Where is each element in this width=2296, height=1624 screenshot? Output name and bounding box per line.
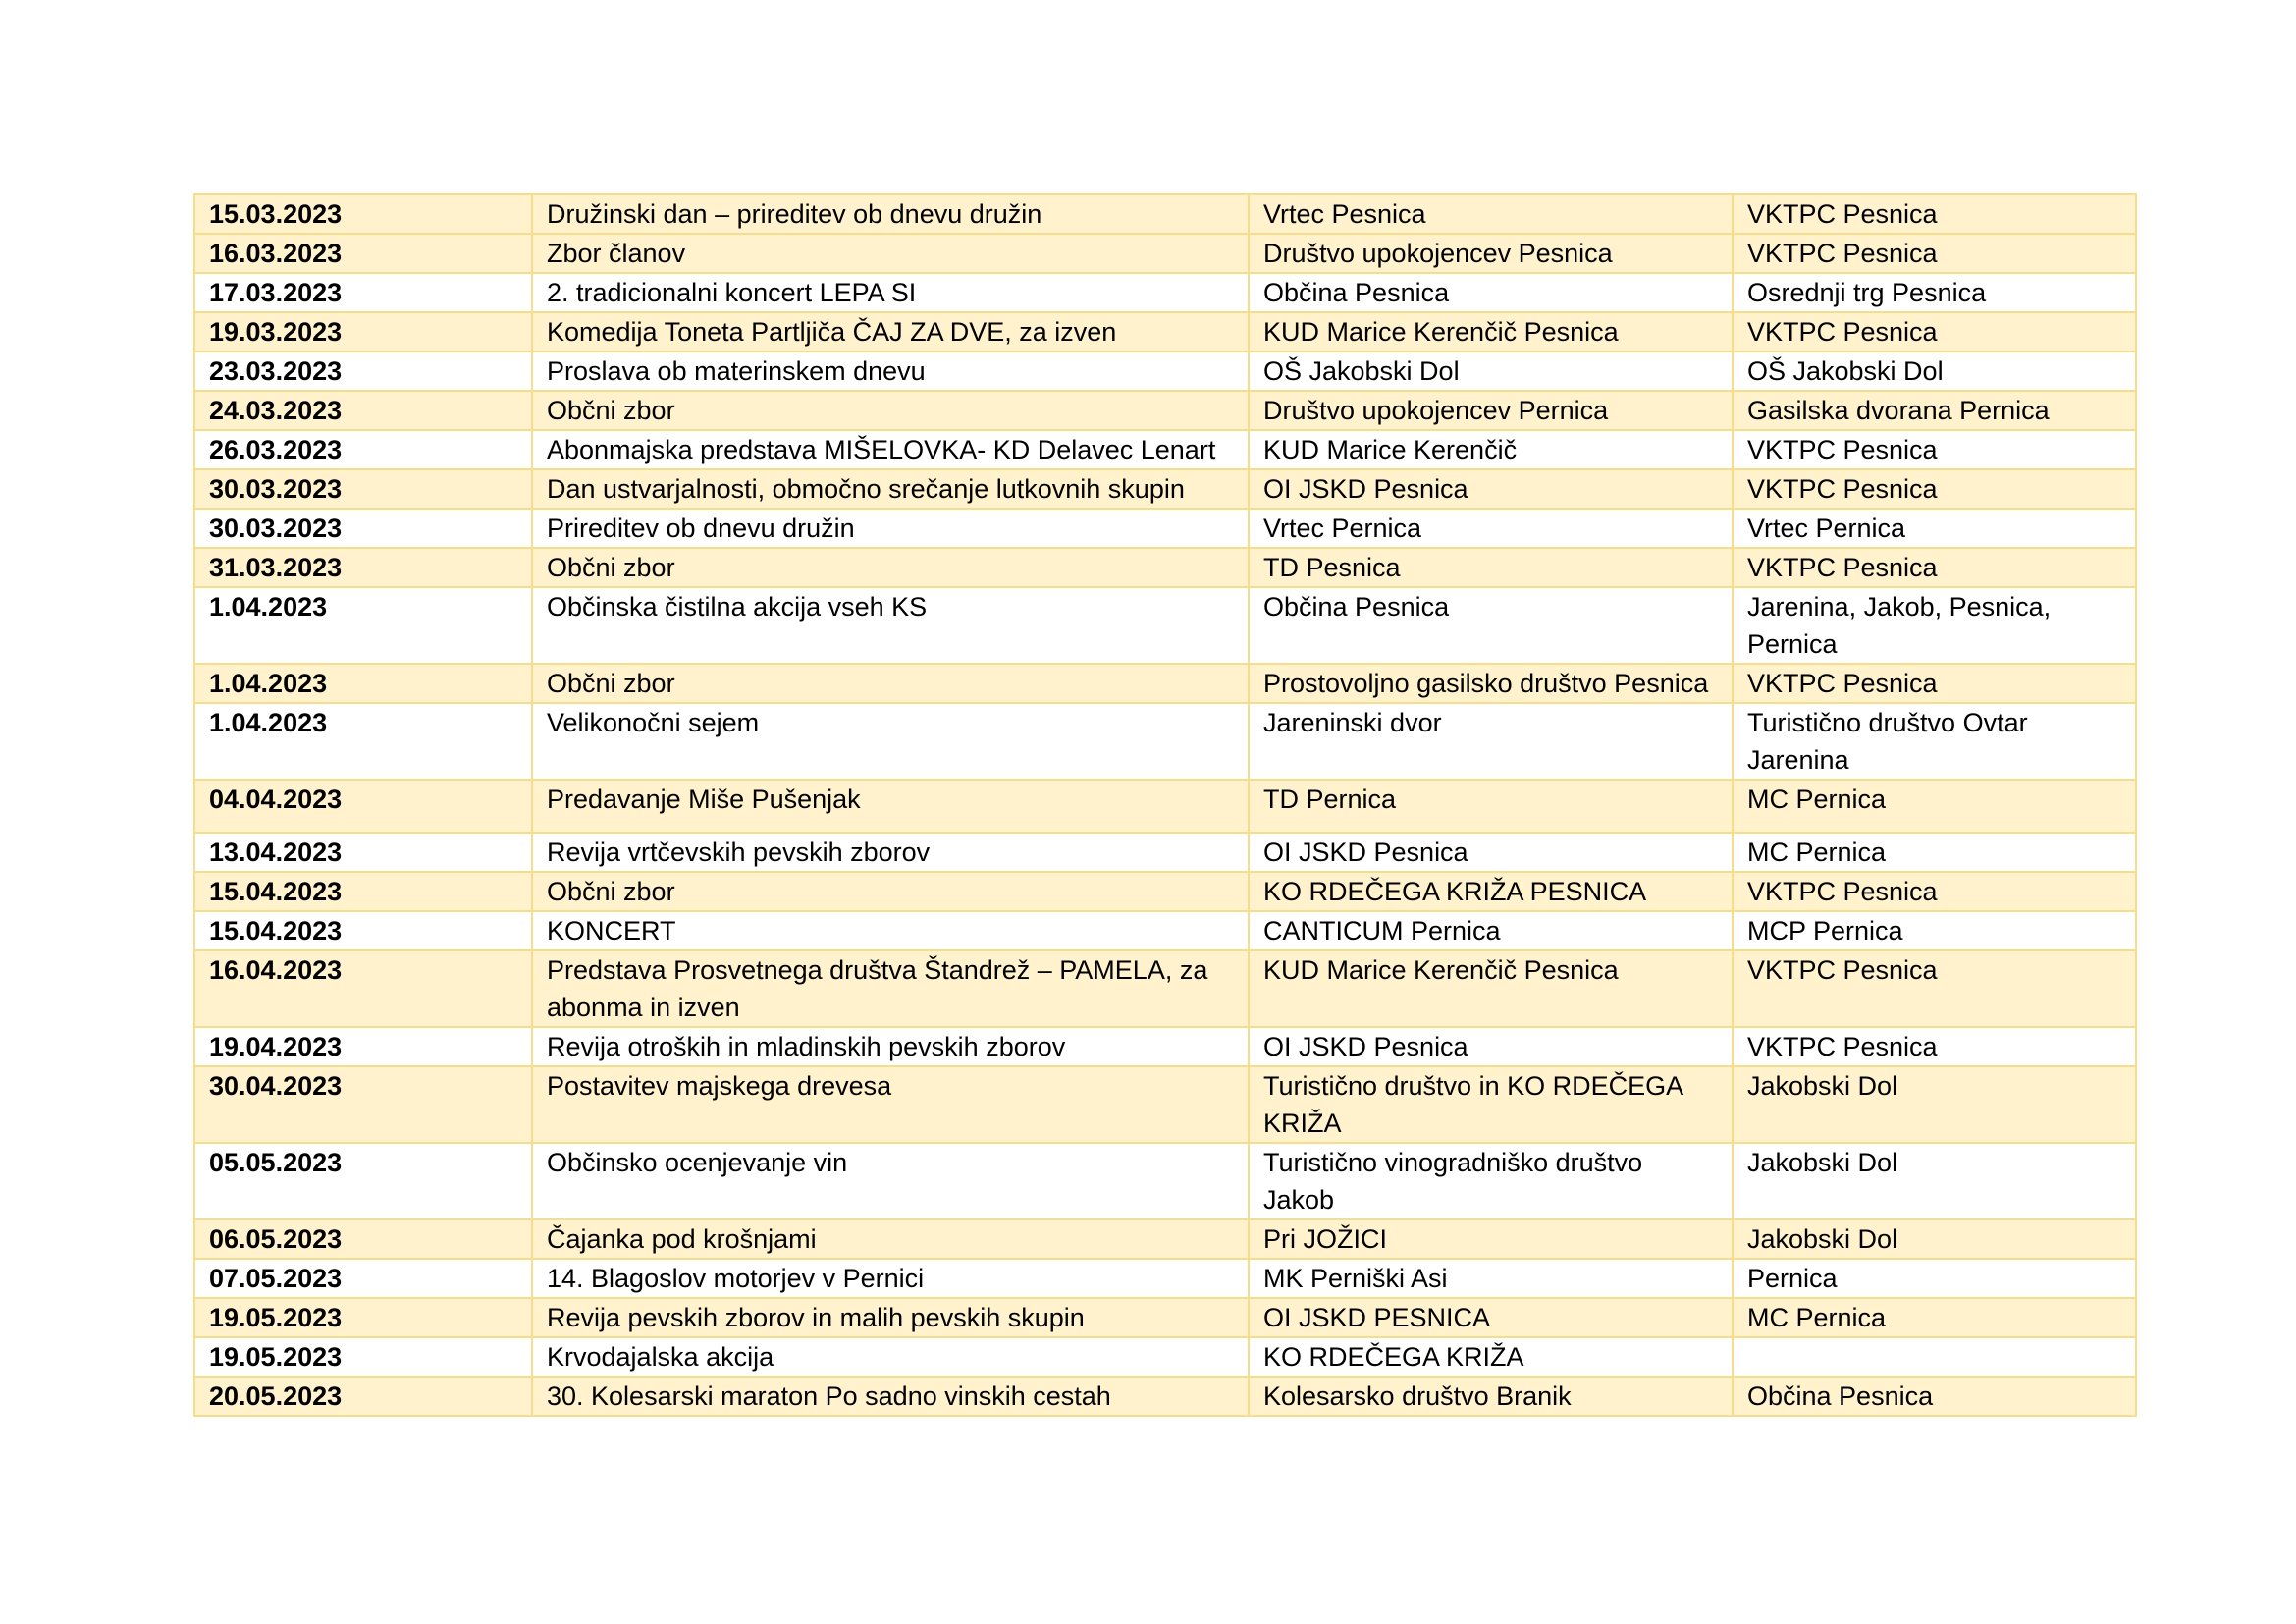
location-cell: Pernica <box>1733 1259 2136 1298</box>
date-cell: 24.03.2023 <box>194 391 532 430</box>
table-row <box>194 703 2136 780</box>
organizer-cell: Društvo upokojencev Pesnica <box>1249 234 1733 273</box>
table-row <box>194 352 2136 391</box>
location-cell: VKTPC Pesnica <box>1733 1027 2136 1066</box>
event-cell: Čajanka pod krošnjami <box>532 1219 1249 1259</box>
date-cell: 20.05.2023 <box>194 1377 532 1416</box>
table-row <box>194 950 2136 1027</box>
location-cell: VKTPC Pesnica <box>1733 312 2136 352</box>
date-cell: 30.04.2023 <box>194 1066 532 1143</box>
date-cell: 15.03.2023 <box>194 194 532 234</box>
date-cell: 1.04.2023 <box>194 587 532 664</box>
location-cell: VKTPC Pesnica <box>1733 548 2136 587</box>
date-cell: 13.04.2023 <box>194 833 532 872</box>
organizer-cell: Društvo upokojencev Pernica <box>1249 391 1733 430</box>
event-cell: KONCERT <box>532 911 1249 950</box>
organizer-cell: Vrtec Pernica <box>1249 509 1733 548</box>
location-cell: Jarenina, Jakob, Pesnica, Pernica <box>1733 587 2136 664</box>
table-row <box>194 430 2136 469</box>
organizer-cell: Turistično vinogradniško društvo Jakob <box>1249 1143 1733 1219</box>
location-cell: MC Pernica <box>1733 1298 2136 1337</box>
table-row <box>194 664 2136 703</box>
organizer-cell: Občina Pesnica <box>1249 273 1733 312</box>
date-cell: 04.04.2023 <box>194 780 532 833</box>
organizer-cell: KUD Marice Kerenčič Pesnica <box>1249 312 1733 352</box>
date-cell: 26.03.2023 <box>194 430 532 469</box>
location-cell: MCP Pernica <box>1733 911 2136 950</box>
table-row <box>194 911 2136 950</box>
location-cell: OŠ Jakobski Dol <box>1733 352 2136 391</box>
date-cell: 1.04.2023 <box>194 703 532 780</box>
event-cell: Občinska čistilna akcija vseh KS <box>532 587 1249 664</box>
date-cell: 06.05.2023 <box>194 1219 532 1259</box>
event-cell: 14. Blagoslov motorjev v Pernici <box>532 1259 1249 1298</box>
table-row <box>194 833 2136 872</box>
table-row <box>194 1259 2136 1298</box>
date-cell: 19.03.2023 <box>194 312 532 352</box>
table-row <box>194 1027 2136 1066</box>
table-row <box>194 872 2136 911</box>
location-cell: Jakobski Dol <box>1733 1066 2136 1143</box>
location-cell: VKTPC Pesnica <box>1733 872 2136 911</box>
organizer-cell: KUD Marice Kerenčič <box>1249 430 1733 469</box>
date-cell: 23.03.2023 <box>194 352 532 391</box>
date-cell: 07.05.2023 <box>194 1259 532 1298</box>
organizer-cell: KO RDEČEGA KRIŽA PESNICA <box>1249 872 1733 911</box>
date-cell: 16.04.2023 <box>194 950 532 1027</box>
table-row <box>194 194 2136 234</box>
event-cell: Abonmajska predstava MIŠELOVKA- KD Delavec Lenart <box>532 430 1249 469</box>
date-cell: 30.03.2023 <box>194 509 532 548</box>
organizer-cell: Vrtec Pesnica <box>1249 194 1733 234</box>
date-cell: 19.05.2023 <box>194 1298 532 1337</box>
location-cell: VKTPC Pesnica <box>1733 234 2136 273</box>
event-cell: 30. Kolesarski maraton Po sadno vinskih cestah <box>532 1377 1249 1416</box>
event-cell: Predavanje Miše Pušenjak <box>532 780 1249 833</box>
organizer-cell: Jareninski dvor <box>1249 703 1733 780</box>
table-row <box>194 780 2136 833</box>
table-row <box>194 587 2136 664</box>
table-row <box>194 1298 2136 1337</box>
location-cell: Vrtec Pernica <box>1733 509 2136 548</box>
location-cell: VKTPC Pesnica <box>1733 430 2136 469</box>
location-cell: Občina Pesnica <box>1733 1377 2136 1416</box>
date-cell: 31.03.2023 <box>194 548 532 587</box>
event-cell: Družinski dan – prireditev ob dnevu družin <box>532 194 1249 234</box>
location-cell: Gasilska dvorana Pernica <box>1733 391 2136 430</box>
location-cell: Jakobski Dol <box>1733 1219 2136 1259</box>
organizer-cell: OI JSKD Pesnica <box>1249 469 1733 509</box>
event-cell: Revija otroških in mladinskih pevskih zborov <box>532 1027 1249 1066</box>
table-row <box>194 1337 2136 1377</box>
location-cell: MC Pernica <box>1733 833 2136 872</box>
event-cell: Revija pevskih zborov in malih pevskih skupin <box>532 1298 1249 1337</box>
organizer-cell: TD Pernica <box>1249 780 1733 833</box>
event-cell: Občinsko ocenjevanje vin <box>532 1143 1249 1219</box>
organizer-cell: CANTICUM Pernica <box>1249 911 1733 950</box>
date-cell: 15.04.2023 <box>194 872 532 911</box>
location-cell: VKTPC Pesnica <box>1733 194 2136 234</box>
table-row <box>194 1143 2136 1219</box>
date-cell: 16.03.2023 <box>194 234 532 273</box>
organizer-cell: TD Pesnica <box>1249 548 1733 587</box>
table-row <box>194 509 2136 548</box>
date-cell: 1.04.2023 <box>194 664 532 703</box>
table-row <box>194 1219 2136 1259</box>
table-row <box>194 1066 2136 1143</box>
table-row <box>194 548 2136 587</box>
date-cell: 05.05.2023 <box>194 1143 532 1219</box>
event-cell: Občni zbor <box>532 664 1249 703</box>
organizer-cell: OI JSKD PESNICA <box>1249 1298 1733 1337</box>
organizer-cell: Prostovoljno gasilsko društvo Pesnica <box>1249 664 1733 703</box>
table-row <box>194 1377 2136 1416</box>
table-row <box>194 391 2136 430</box>
event-cell: Dan ustvarjalnosti, območno srečanje lutkovnih skupin <box>532 469 1249 509</box>
location-cell: VKTPC Pesnica <box>1733 469 2136 509</box>
organizer-cell: Kolesarsko društvo Branik <box>1249 1377 1733 1416</box>
location-cell: Osrednji trg Pesnica <box>1733 273 2136 312</box>
organizer-cell: KO RDEČEGA KRIŽA <box>1249 1337 1733 1377</box>
date-cell: 17.03.2023 <box>194 273 532 312</box>
table-row <box>194 469 2136 509</box>
location-cell: VKTPC Pesnica <box>1733 664 2136 703</box>
location-cell: MC Pernica <box>1733 780 2136 833</box>
organizer-cell: Turistično društvo in KO RDEČEGA KRIŽA <box>1249 1066 1733 1143</box>
location-cell: VKTPC Pesnica <box>1733 950 2136 1027</box>
organizer-cell: OI JSKD Pesnica <box>1249 1027 1733 1066</box>
table-row <box>194 312 2136 352</box>
location-cell: Turistično društvo Ovtar Jarenina <box>1733 703 2136 780</box>
event-cell: Postavitev majskega drevesa <box>532 1066 1249 1143</box>
events-table-body <box>194 194 2136 1416</box>
date-cell: 19.05.2023 <box>194 1337 532 1377</box>
organizer-cell: KUD Marice Kerenčič Pesnica <box>1249 950 1733 1027</box>
organizer-cell: Občina Pesnica <box>1249 587 1733 664</box>
organizer-cell: Pri JOŽICI <box>1249 1219 1733 1259</box>
event-cell: Občni zbor <box>532 872 1249 911</box>
date-cell: 30.03.2023 <box>194 469 532 509</box>
event-cell: Predstava Prosvetnega društva Štandrež – PAMELA, za abonma in izven <box>532 950 1249 1027</box>
event-cell: Proslava ob materinskem dnevu <box>532 352 1249 391</box>
table-row <box>194 234 2136 273</box>
event-cell: Komedija Toneta Partljiča ČAJ ZA DVE, za izven <box>532 312 1249 352</box>
event-cell: Prireditev ob dnevu družin <box>532 509 1249 548</box>
event-cell: Velikonočni sejem <box>532 703 1249 780</box>
organizer-cell: MK Perniški Asi <box>1249 1259 1733 1298</box>
location-cell: Jakobski Dol <box>1733 1143 2136 1219</box>
event-cell: 2. tradicionalni koncert LEPA SI <box>532 273 1249 312</box>
date-cell: 19.04.2023 <box>194 1027 532 1066</box>
table-row <box>194 273 2136 312</box>
event-cell: Občni zbor <box>532 548 1249 587</box>
organizer-cell: OI JSKD Pesnica <box>1249 833 1733 872</box>
organizer-cell: OŠ Jakobski Dol <box>1249 352 1733 391</box>
events-table <box>193 193 2137 1417</box>
event-cell: Zbor članov <box>532 234 1249 273</box>
event-cell: Revija vrtčevskih pevskih zborov <box>532 833 1249 872</box>
event-cell: Občni zbor <box>532 391 1249 430</box>
date-cell: 15.04.2023 <box>194 911 532 950</box>
location-cell <box>1733 1337 2136 1377</box>
event-cell: Krvodajalska akcija <box>532 1337 1249 1377</box>
